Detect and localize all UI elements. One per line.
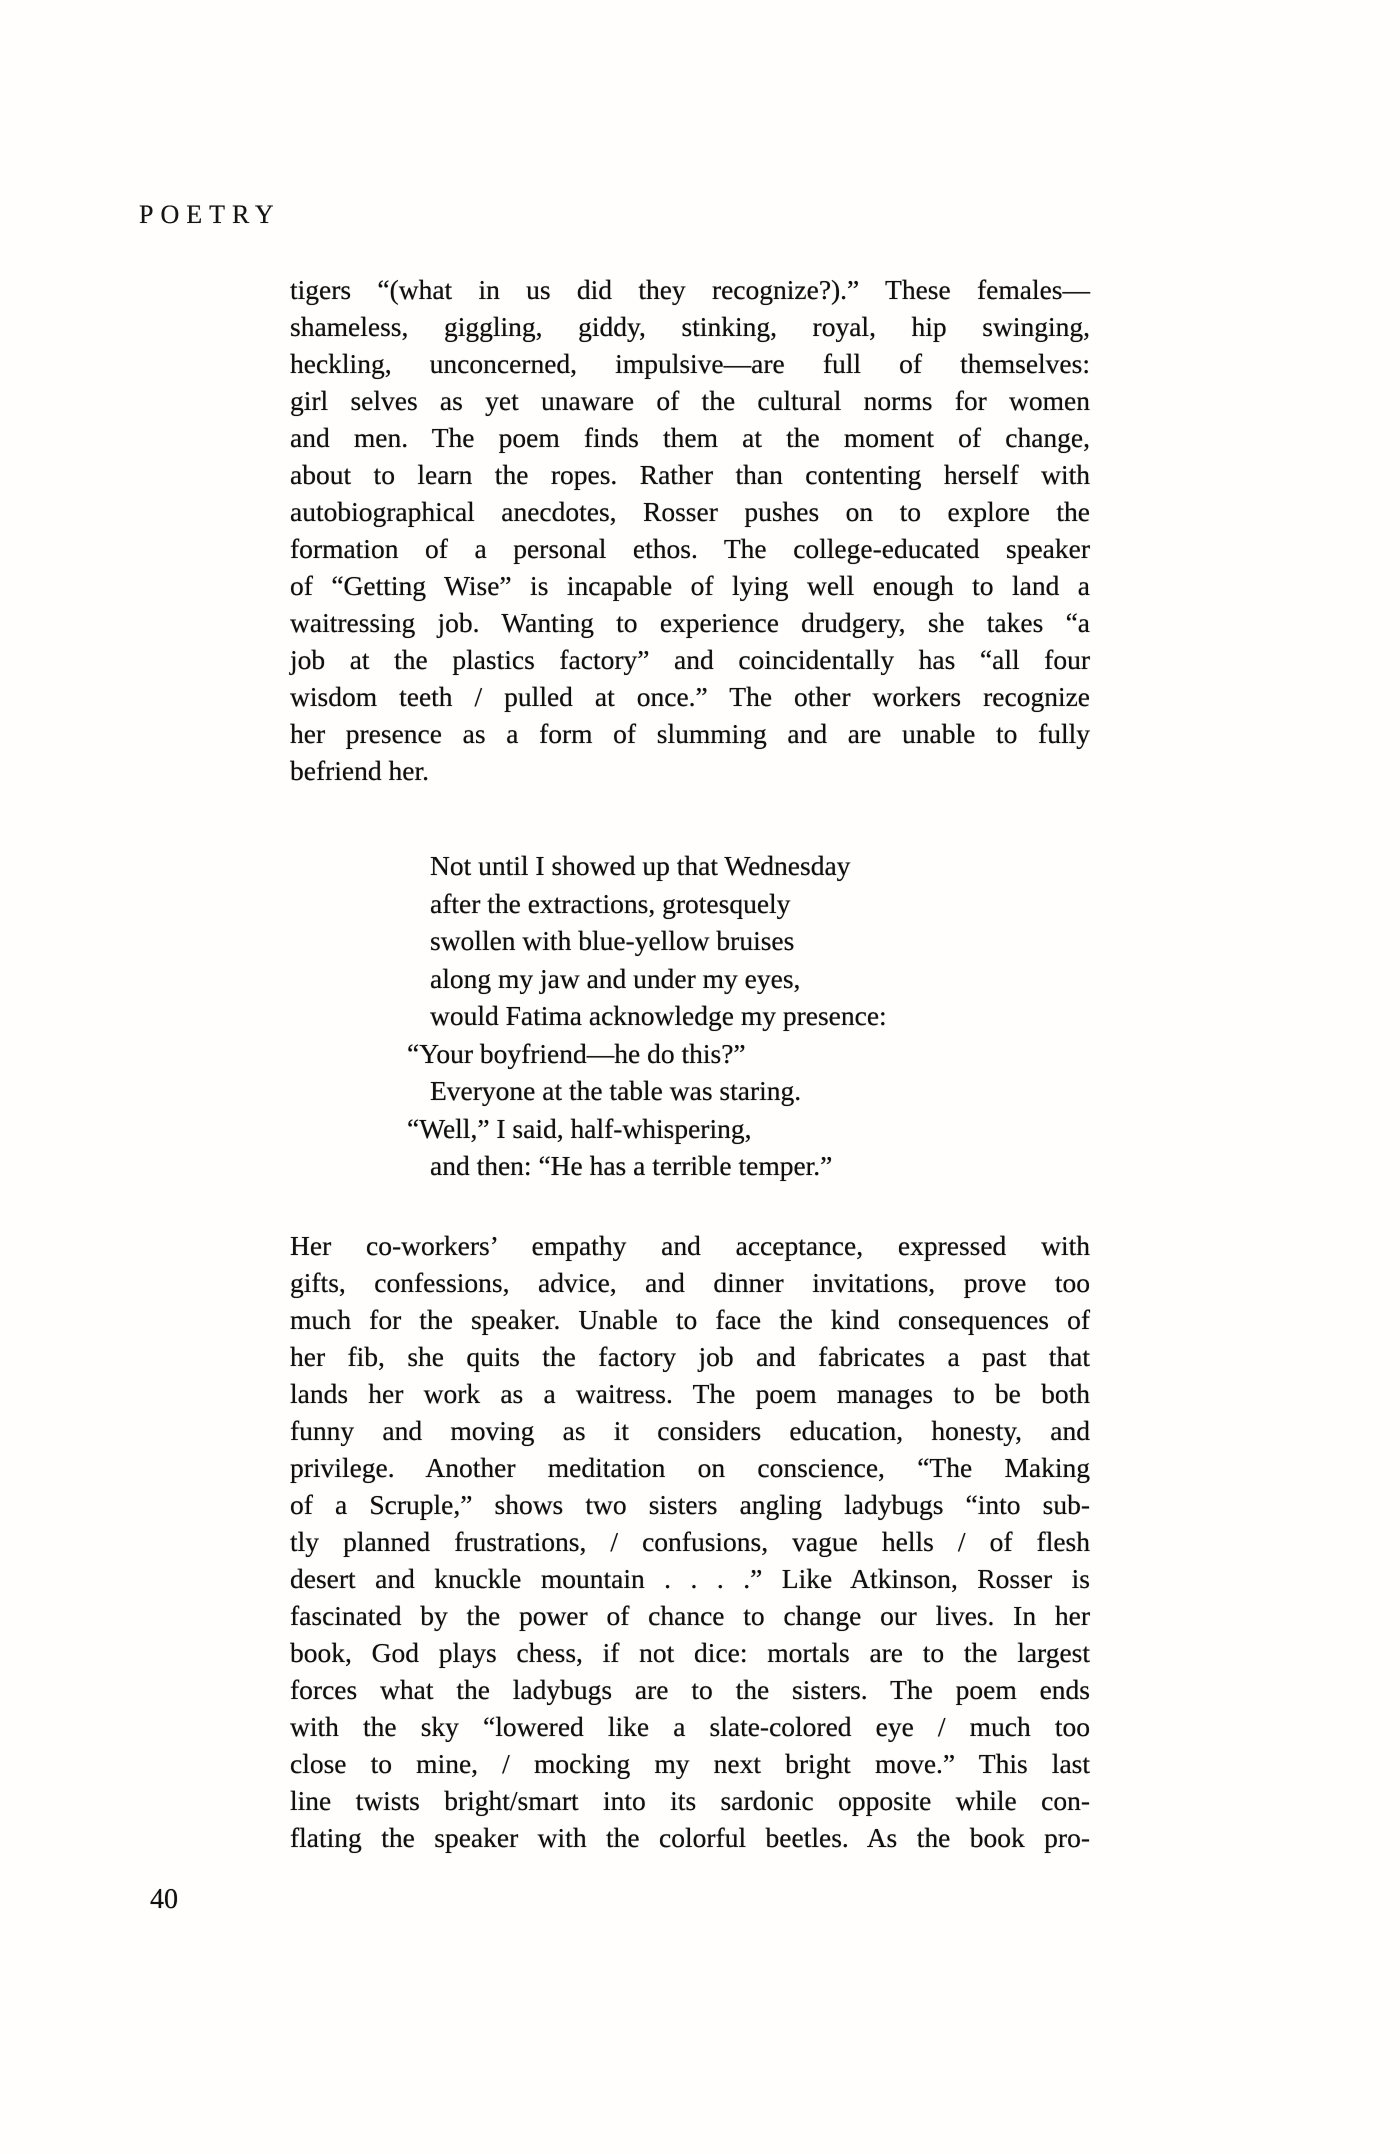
poem-line: swollen with blue-yellow bruises (430, 925, 795, 956)
page-number: 40 (150, 1884, 178, 1915)
text-line: befriend her. (290, 755, 429, 786)
running-head: POETRY (139, 200, 281, 229)
text-line: about to learn the ropes. Rather than contenting herself with (290, 459, 1090, 490)
text-line: privilege. Another meditation on conscience, “The Making (290, 1451, 1090, 1483)
poem-line: “Well,” I said, half-whispering, (407, 1112, 752, 1144)
text-line: of “Getting Wise” is incapable of lying well enough to land a (290, 570, 1090, 601)
text-line: with the sky “lowered like a slate-colored eye / much too (290, 1710, 1090, 1742)
text-line: desert and knuckle mountain . . . .” Like Atkinson, Rosser is (290, 1562, 1090, 1594)
text-line: line twists bright/smart into its sardonic opposite while con- (290, 1784, 1090, 1816)
text-line: of a Scruple,” shows two sisters angling ladybugs “into sub- (290, 1488, 1090, 1520)
text-line: fascinated by the power of chance to change our lives. In her (290, 1599, 1090, 1631)
text-line: book, God plays chess, if not dice: mortals are to the largest (290, 1636, 1090, 1668)
text-line: Her co-workers’ empathy and acceptance, expressed with (290, 1229, 1090, 1261)
poem-excerpt (407, 847, 1090, 1185)
text-line: flating the speaker with the colorful beetles. As the book pro- (290, 1821, 1090, 1853)
text-line: lands her work as a waitress. The poem manages to be both (290, 1377, 1090, 1409)
text-line: forces what the ladybugs are to the sisters. The poem ends (290, 1673, 1090, 1705)
text-line: tigers “(what in us did they recognize?).” These females— (290, 274, 1090, 305)
poem-line: after the extractions, grotesquely (430, 887, 791, 919)
text-line: formation of a personal ethos. The college-educated speaker (290, 533, 1090, 564)
text-line: close to mine, / mocking my next bright move.” This last (290, 1747, 1090, 1779)
text-line: autobiographical anecdotes, Rosser pushes on to explore the (290, 496, 1090, 527)
poem-line: Not until I showed up that Wednesday (430, 850, 851, 881)
review-paragraph-1 (290, 271, 1090, 789)
poem-line: along my jaw and under my eyes, (430, 962, 801, 994)
poem-line: “Your boyfriend—he do this?” (407, 1037, 746, 1069)
text-line: and men. The poem finds them at the moment of change, (290, 422, 1090, 453)
text-line: heckling, unconcerned, impulsive—are full of themselves: (290, 348, 1090, 379)
poem-line: and then: “He has a terrible temper.” (430, 1150, 833, 1181)
text-line: tly planned frustrations, / confusions, vague hells / of flesh (290, 1525, 1090, 1557)
text-line: girl selves as yet unaware of the cultural norms for women (290, 385, 1090, 416)
text-line: much for the speaker. Unable to face the kind consequences of (290, 1303, 1090, 1335)
text-line: gifts, confessions, advice, and dinner invitations, prove too (290, 1266, 1090, 1298)
text-line: funny and moving as it considers education, honesty, and (290, 1414, 1090, 1446)
text-line: shameless, giggling, giddy, stinking, royal, hip swinging, (290, 311, 1090, 342)
poem-line: would Fatima acknowledge my presence: (430, 1000, 887, 1031)
review-paragraph-2 (290, 1227, 1090, 1856)
text-line: job at the plastics factory” and coincidentally has “all four (290, 644, 1090, 675)
text-line: waitressing job. Wanting to experience drudgery, she takes “a (290, 607, 1090, 638)
text-line: wisdom teeth / pulled at once.” The other workers recognize (290, 681, 1090, 712)
text-column (290, 271, 1090, 1856)
poem-line: Everyone at the table was staring. (430, 1075, 802, 1106)
text-line: her fib, she quits the factory job and fabricates a past that (290, 1340, 1090, 1372)
text-line: her presence as a form of slumming and are unable to fully (290, 718, 1090, 749)
